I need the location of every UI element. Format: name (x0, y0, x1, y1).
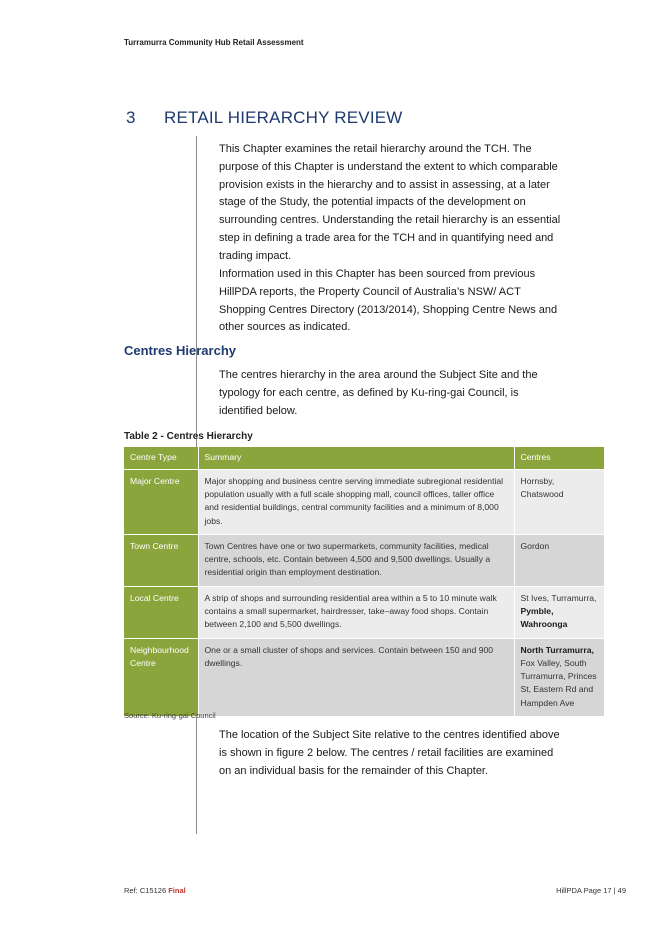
hierarchy-intro-paragraph: The centres hierarchy in the area around the Subject Site and the typology for each centre, as defined by Ku-ring-gai Council, is identified below. (219, 369, 538, 417)
table-source: Source: Ku-ring-gai Council (124, 711, 216, 720)
column-header-centres: Centres (514, 447, 604, 470)
centres-text: St Ives, Turramurra, (520, 592, 597, 603)
centres-text-bold: North Turramurra, (520, 644, 594, 655)
centre-type-cell: Major Centre (124, 470, 198, 535)
centres-cell (514, 470, 604, 535)
centres-text: Gordon (520, 540, 550, 551)
summary-cell: A strip of shops and surrounding residential area within a 5 to 10 minute walk contains a small supermarket, hairdresser, take–away food shops. Contain between 2,100 and 5,500 dwellings. (198, 586, 514, 638)
table-row (124, 638, 604, 716)
centres-text: Hornsby, Chatswood (520, 476, 564, 500)
centre-type-cell: Local Centre (124, 586, 198, 638)
chapter-number: 3 (126, 108, 136, 127)
footer-ref-status: Final (168, 886, 186, 895)
centres-text: Fox Valley, South Turramurra, Princes St, Eastern Rd and Hampden Ave (520, 658, 597, 708)
centres-cell (514, 534, 604, 586)
table-caption: Table 2 - Centres Hierarchy (124, 431, 253, 442)
footer-reference (124, 886, 186, 895)
column-header-centre-type: Centre Type (124, 447, 198, 470)
intro-paragraph: This Chapter examines the retail hierarchy around the TCH. The purpose of this Chapter is understand the extent to which comparable provision exists in the hierarchy and to assist in assessing, at a later stage of the Study, the potential impacts of the development on surrounding centres. Understanding the retail hierarchy is an essential step in defining a trade area for the TCH and in quantifying need and trading impact. (219, 143, 561, 262)
centres-cell (514, 638, 604, 716)
section-heading: Centres Hierarchy (124, 343, 236, 358)
table-row (124, 470, 604, 535)
centres-text-bold: Pymble, Wahroonga (520, 606, 568, 630)
summary-cell: One or a small cluster of shops and services. Contain between 150 and 900 dwellings. (198, 638, 514, 716)
location-paragraph: The location of the Subject Site relative to the centres identified above is shown in figure 2 below. The centres / retail facilities are examined on an individual basis for the remainder of this Chapter. (219, 729, 560, 777)
centres-hierarchy-table (124, 447, 605, 717)
footer-page-number: HillPDA Page 17 | 49 (556, 886, 626, 895)
chapter-heading (126, 108, 403, 128)
column-header-summary: Summary (198, 447, 514, 470)
sources-paragraph: Information used in this Chapter has been sourced from previous HillPDA reports, the Property Council of Australia’s NSW/ ACT Shopping Centres Directory (2013/2014), Shopping Centre News and other sources as indicated. (219, 268, 558, 334)
centre-type-cell: Town Centre (124, 534, 198, 586)
centre-type-cell: Neighbourhood Centre (124, 638, 198, 716)
table-row (124, 534, 604, 586)
summary-cell: Major shopping and business centre serving immediate subregional residential population usually with a full scale shopping mall, council offices, taller office and residential buildings, central community facilities and a minimum of 8,000 jobs. (198, 470, 514, 535)
chapter-title: RETAIL HIERARCHY REVIEW (164, 108, 403, 127)
table-header-row (124, 447, 604, 470)
document-header-title: Turramurra Community Hub Retail Assessment (124, 38, 304, 47)
table-row (124, 586, 604, 638)
centres-cell (514, 586, 604, 638)
footer-ref-number: Ref: C15126 (124, 886, 167, 895)
summary-cell: Town Centres have one or two supermarkets, community facilities, medical centre, schools, etc. Contain between 4,500 and 9,500 dwellings. Usually a residential origin than employment destination. (198, 534, 514, 586)
